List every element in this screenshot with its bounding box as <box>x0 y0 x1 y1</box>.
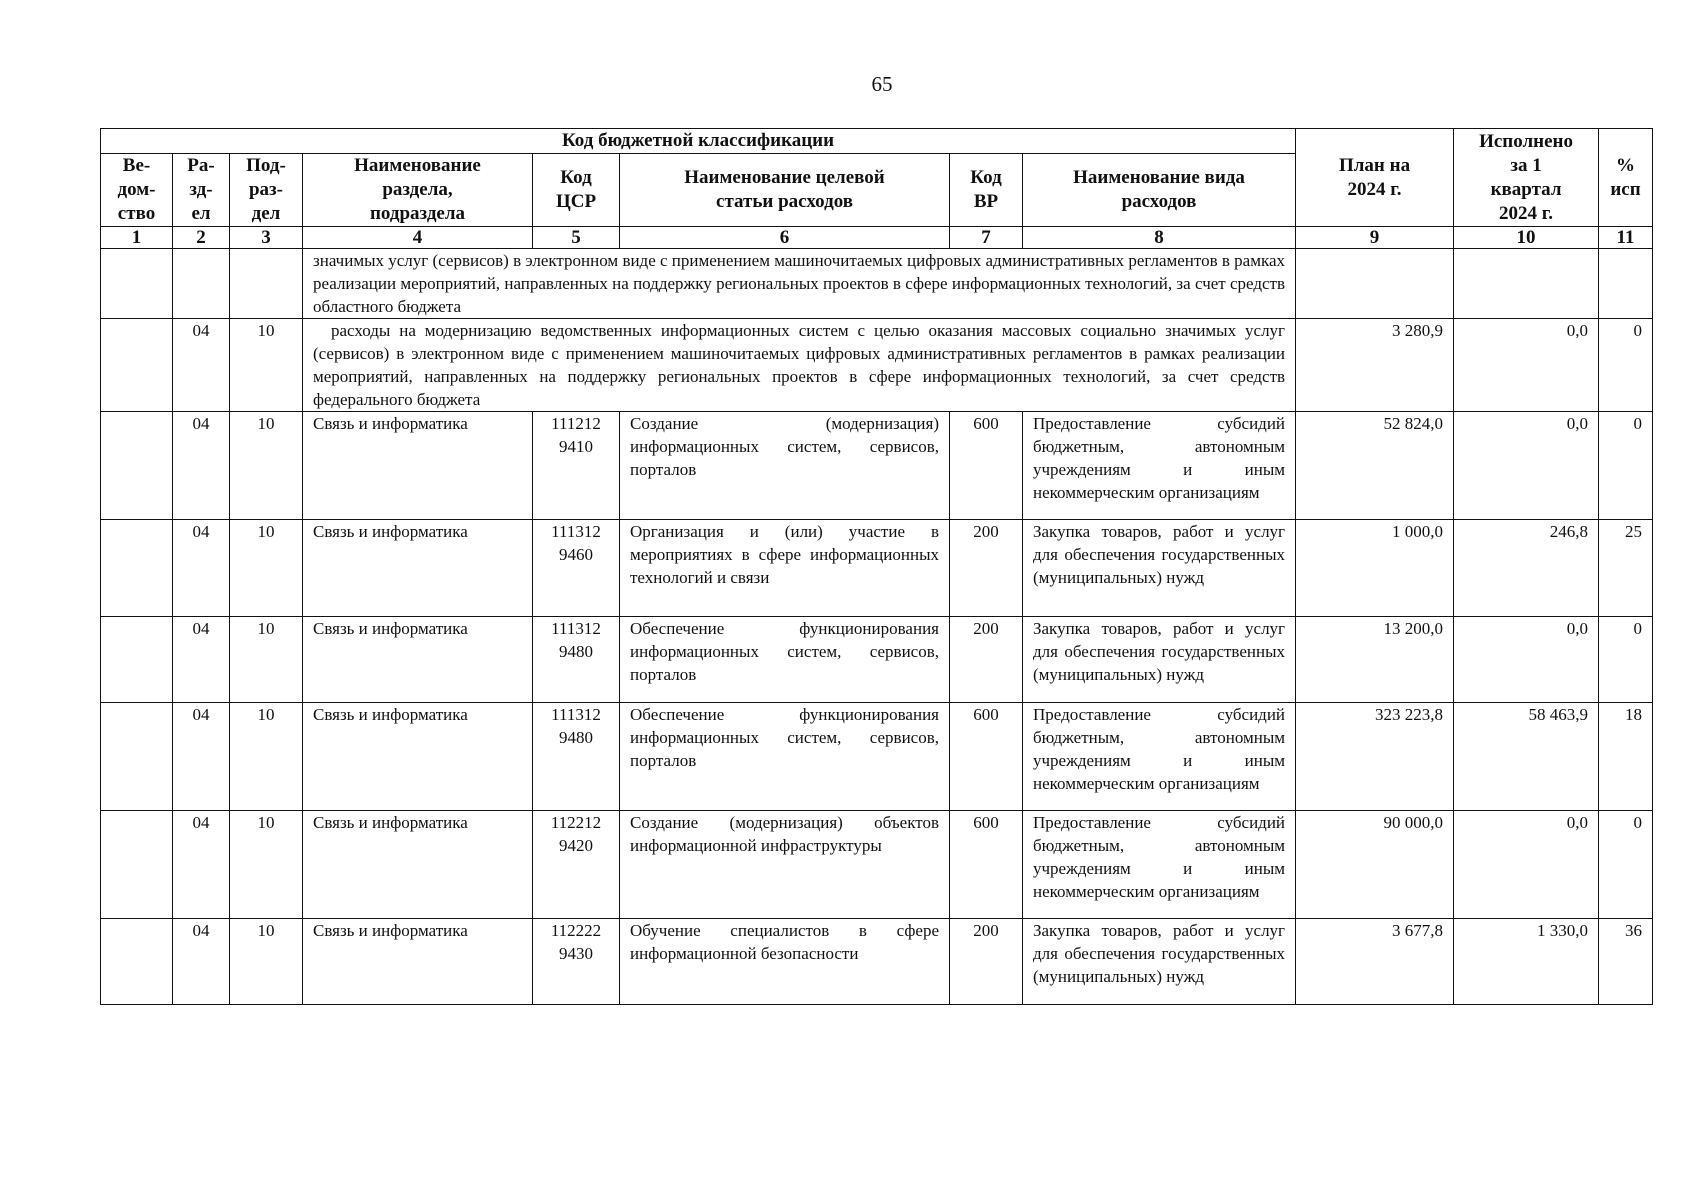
vr-code-cell: 200 <box>950 617 1023 703</box>
header-target-name: Наименование целевой статьи расходов <box>620 154 950 227</box>
csr-code-cell: 111312 9480 <box>533 617 620 703</box>
column-number: 8 <box>1023 227 1296 249</box>
vr-code-cell: 600 <box>950 703 1023 811</box>
razdel-cell: 04 <box>173 811 230 919</box>
target-name-cell: Обеспечение функционирования информационных систем, сервисов, порталов <box>620 703 950 811</box>
header-csr: Код ЦСР <box>533 154 620 227</box>
executed-value-cell: 0,0 <box>1454 412 1599 520</box>
csr-code-cell: 111312 9480 <box>533 703 620 811</box>
vr-code-cell: 200 <box>950 520 1023 617</box>
vedomstvo-cell <box>101 617 173 703</box>
plan-value-cell <box>1296 249 1454 319</box>
razdel-cell: 04 <box>173 919 230 1005</box>
column-number: 3 <box>230 227 303 249</box>
plan-value-cell: 3 677,8 <box>1296 919 1454 1005</box>
header-razdel: Ра- зд- ел <box>173 154 230 227</box>
percent-cell: 0 <box>1599 811 1653 919</box>
table-row <box>101 703 1653 811</box>
header-vedomstvo: Ве- дом- ство <box>101 154 173 227</box>
column-number: 6 <box>620 227 950 249</box>
percent-cell: 0 <box>1599 319 1653 412</box>
header-podrazdel: Под- раз- дел <box>230 154 303 227</box>
vedomstvo-cell <box>101 249 173 319</box>
table-row <box>101 617 1653 703</box>
header-section-name: Наименование раздела, подраздела <box>303 154 533 227</box>
target-name-cell: Организация и (или) участие в мероприятиях в сфере информационных технологий и связи <box>620 520 950 617</box>
executed-value-cell: 1 330,0 <box>1454 919 1599 1005</box>
expense-kind-cell: Закупка товаров, работ и услуг для обеспечения государственных (муниципальных) нужд <box>1023 520 1296 617</box>
razdel-cell: 04 <box>173 412 230 520</box>
plan-value-cell: 323 223,8 <box>1296 703 1454 811</box>
vr-code-cell: 600 <box>950 412 1023 520</box>
column-number: 5 <box>533 227 620 249</box>
expense-kind-cell: Предоставление субсидий бюджетным, автономным учреждениям и иным некоммерческим организациям <box>1023 811 1296 919</box>
expense-kind-cell: Закупка товаров, работ и услуг для обеспечения государственных (муниципальных) нужд <box>1023 919 1296 1005</box>
percent-cell: 36 <box>1599 919 1653 1005</box>
header-row-numbers <box>101 227 1653 249</box>
executed-value-cell <box>1454 249 1599 319</box>
razdel-cell: 04 <box>173 520 230 617</box>
table-row <box>101 412 1653 520</box>
column-number: 2 <box>173 227 230 249</box>
budget-classification-header: Код бюджетной классификации <box>101 129 1296 154</box>
percent-cell: 25 <box>1599 520 1653 617</box>
table-body <box>101 249 1653 1005</box>
razdel-cell: 04 <box>173 703 230 811</box>
expense-description-cell: расходы на модернизацию ведомственных информационных систем с целью оказания массовых социально значимых услуг (сервисов) в электронном виде с применением машиночитаемых цифровых административных регламентов в рамках реализации мероприятий, направленных на поддержку региональных проектов в сфере информационных технологий, за счет средств федерального бюджета <box>303 319 1296 412</box>
column-number: 11 <box>1599 227 1653 249</box>
executed-value-cell: 0,0 <box>1454 811 1599 919</box>
section-name-cell: Связь и информатика <box>303 919 533 1005</box>
header-executed: Исполнено за 1 квартал 2024 г. <box>1454 129 1599 227</box>
plan-value-cell: 13 200,0 <box>1296 617 1454 703</box>
column-number: 7 <box>950 227 1023 249</box>
plan-value-cell: 52 824,0 <box>1296 412 1454 520</box>
section-name-cell: Связь и информатика <box>303 703 533 811</box>
vedomstvo-cell <box>101 520 173 617</box>
expense-kind-cell: Предоставление субсидий бюджетным, автономным учреждениям и иным некоммерческим организациям <box>1023 703 1296 811</box>
section-name-cell: Связь и информатика <box>303 520 533 617</box>
page-number: 65 <box>871 72 893 96</box>
podrazdel-cell: 10 <box>230 520 303 617</box>
expense-description-cell: значимых услуг (сервисов) в электронном виде с применением машиночитаемых цифровых административных регламентов в рамках реализации мероприятий, направленных на поддержку региональных проектов в сфере информационных технологий, за счет средств областного бюджета <box>303 249 1296 319</box>
expense-kind-cell: Закупка товаров, работ и услуг для обеспечения государственных (муниципальных) нужд <box>1023 617 1296 703</box>
podrazdel-cell: 10 <box>230 919 303 1005</box>
column-number: 1 <box>101 227 173 249</box>
podrazdel-cell: 10 <box>230 412 303 520</box>
target-name-cell: Создание (модернизация) информационных систем, сервисов, порталов <box>620 412 950 520</box>
vedomstvo-cell <box>101 919 173 1005</box>
csr-code-cell: 112212 9420 <box>533 811 620 919</box>
vr-code-cell: 600 <box>950 811 1023 919</box>
podrazdel-cell: 10 <box>230 703 303 811</box>
header-plan: План на 2024 г. <box>1296 129 1454 227</box>
budget-table <box>100 128 1653 1005</box>
executed-value-cell: 0,0 <box>1454 617 1599 703</box>
vedomstvo-cell <box>101 703 173 811</box>
target-name-cell: Обеспечение функционирования информационных систем, сервисов, порталов <box>620 617 950 703</box>
expense-kind-cell: Предоставление субсидий бюджетным, автономным учреждениям и иным некоммерческим организациям <box>1023 412 1296 520</box>
plan-value-cell: 3 280,9 <box>1296 319 1454 412</box>
plan-value-cell: 1 000,0 <box>1296 520 1454 617</box>
executed-value-cell: 246,8 <box>1454 520 1599 617</box>
section-name-cell: Связь и информатика <box>303 811 533 919</box>
column-number: 9 <box>1296 227 1454 249</box>
column-number: 4 <box>303 227 533 249</box>
percent-cell: 18 <box>1599 703 1653 811</box>
plan-value-cell: 90 000,0 <box>1296 811 1454 919</box>
razdel-cell <box>173 249 230 319</box>
executed-value-cell: 58 463,9 <box>1454 703 1599 811</box>
vr-code-cell: 200 <box>950 919 1023 1005</box>
executed-value-cell: 0,0 <box>1454 319 1599 412</box>
percent-cell <box>1599 249 1653 319</box>
vedomstvo-cell <box>101 412 173 520</box>
column-number: 10 <box>1454 227 1599 249</box>
vedomstvo-cell <box>101 319 173 412</box>
podrazdel-cell: 10 <box>230 811 303 919</box>
header-vr: Код ВР <box>950 154 1023 227</box>
podrazdel-cell: 10 <box>230 319 303 412</box>
section-name-cell: Связь и информатика <box>303 412 533 520</box>
csr-code-cell: 111312 9460 <box>533 520 620 617</box>
razdel-cell: 04 <box>173 617 230 703</box>
header-kind-name: Наименование вида расходов <box>1023 154 1296 227</box>
vedomstvo-cell <box>101 811 173 919</box>
podrazdel-cell <box>230 249 303 319</box>
header-row-group <box>101 129 1653 154</box>
table-row <box>101 520 1653 617</box>
csr-code-cell: 111212 9410 <box>533 412 620 520</box>
header-percent: % исп <box>1599 129 1653 227</box>
razdel-cell: 04 <box>173 319 230 412</box>
section-name-cell: Связь и информатика <box>303 617 533 703</box>
percent-cell: 0 <box>1599 617 1653 703</box>
csr-code-cell: 112222 9430 <box>533 919 620 1005</box>
podrazdel-cell: 10 <box>230 617 303 703</box>
table-row <box>101 249 1653 319</box>
table-row <box>101 319 1653 412</box>
table-row <box>101 919 1653 1005</box>
target-name-cell: Обучение специалистов в сфере информационной безопасности <box>620 919 950 1005</box>
table-row <box>101 811 1653 919</box>
percent-cell: 0 <box>1599 412 1653 520</box>
target-name-cell: Создание (модернизация) объектов информационной инфраструктуры <box>620 811 950 919</box>
